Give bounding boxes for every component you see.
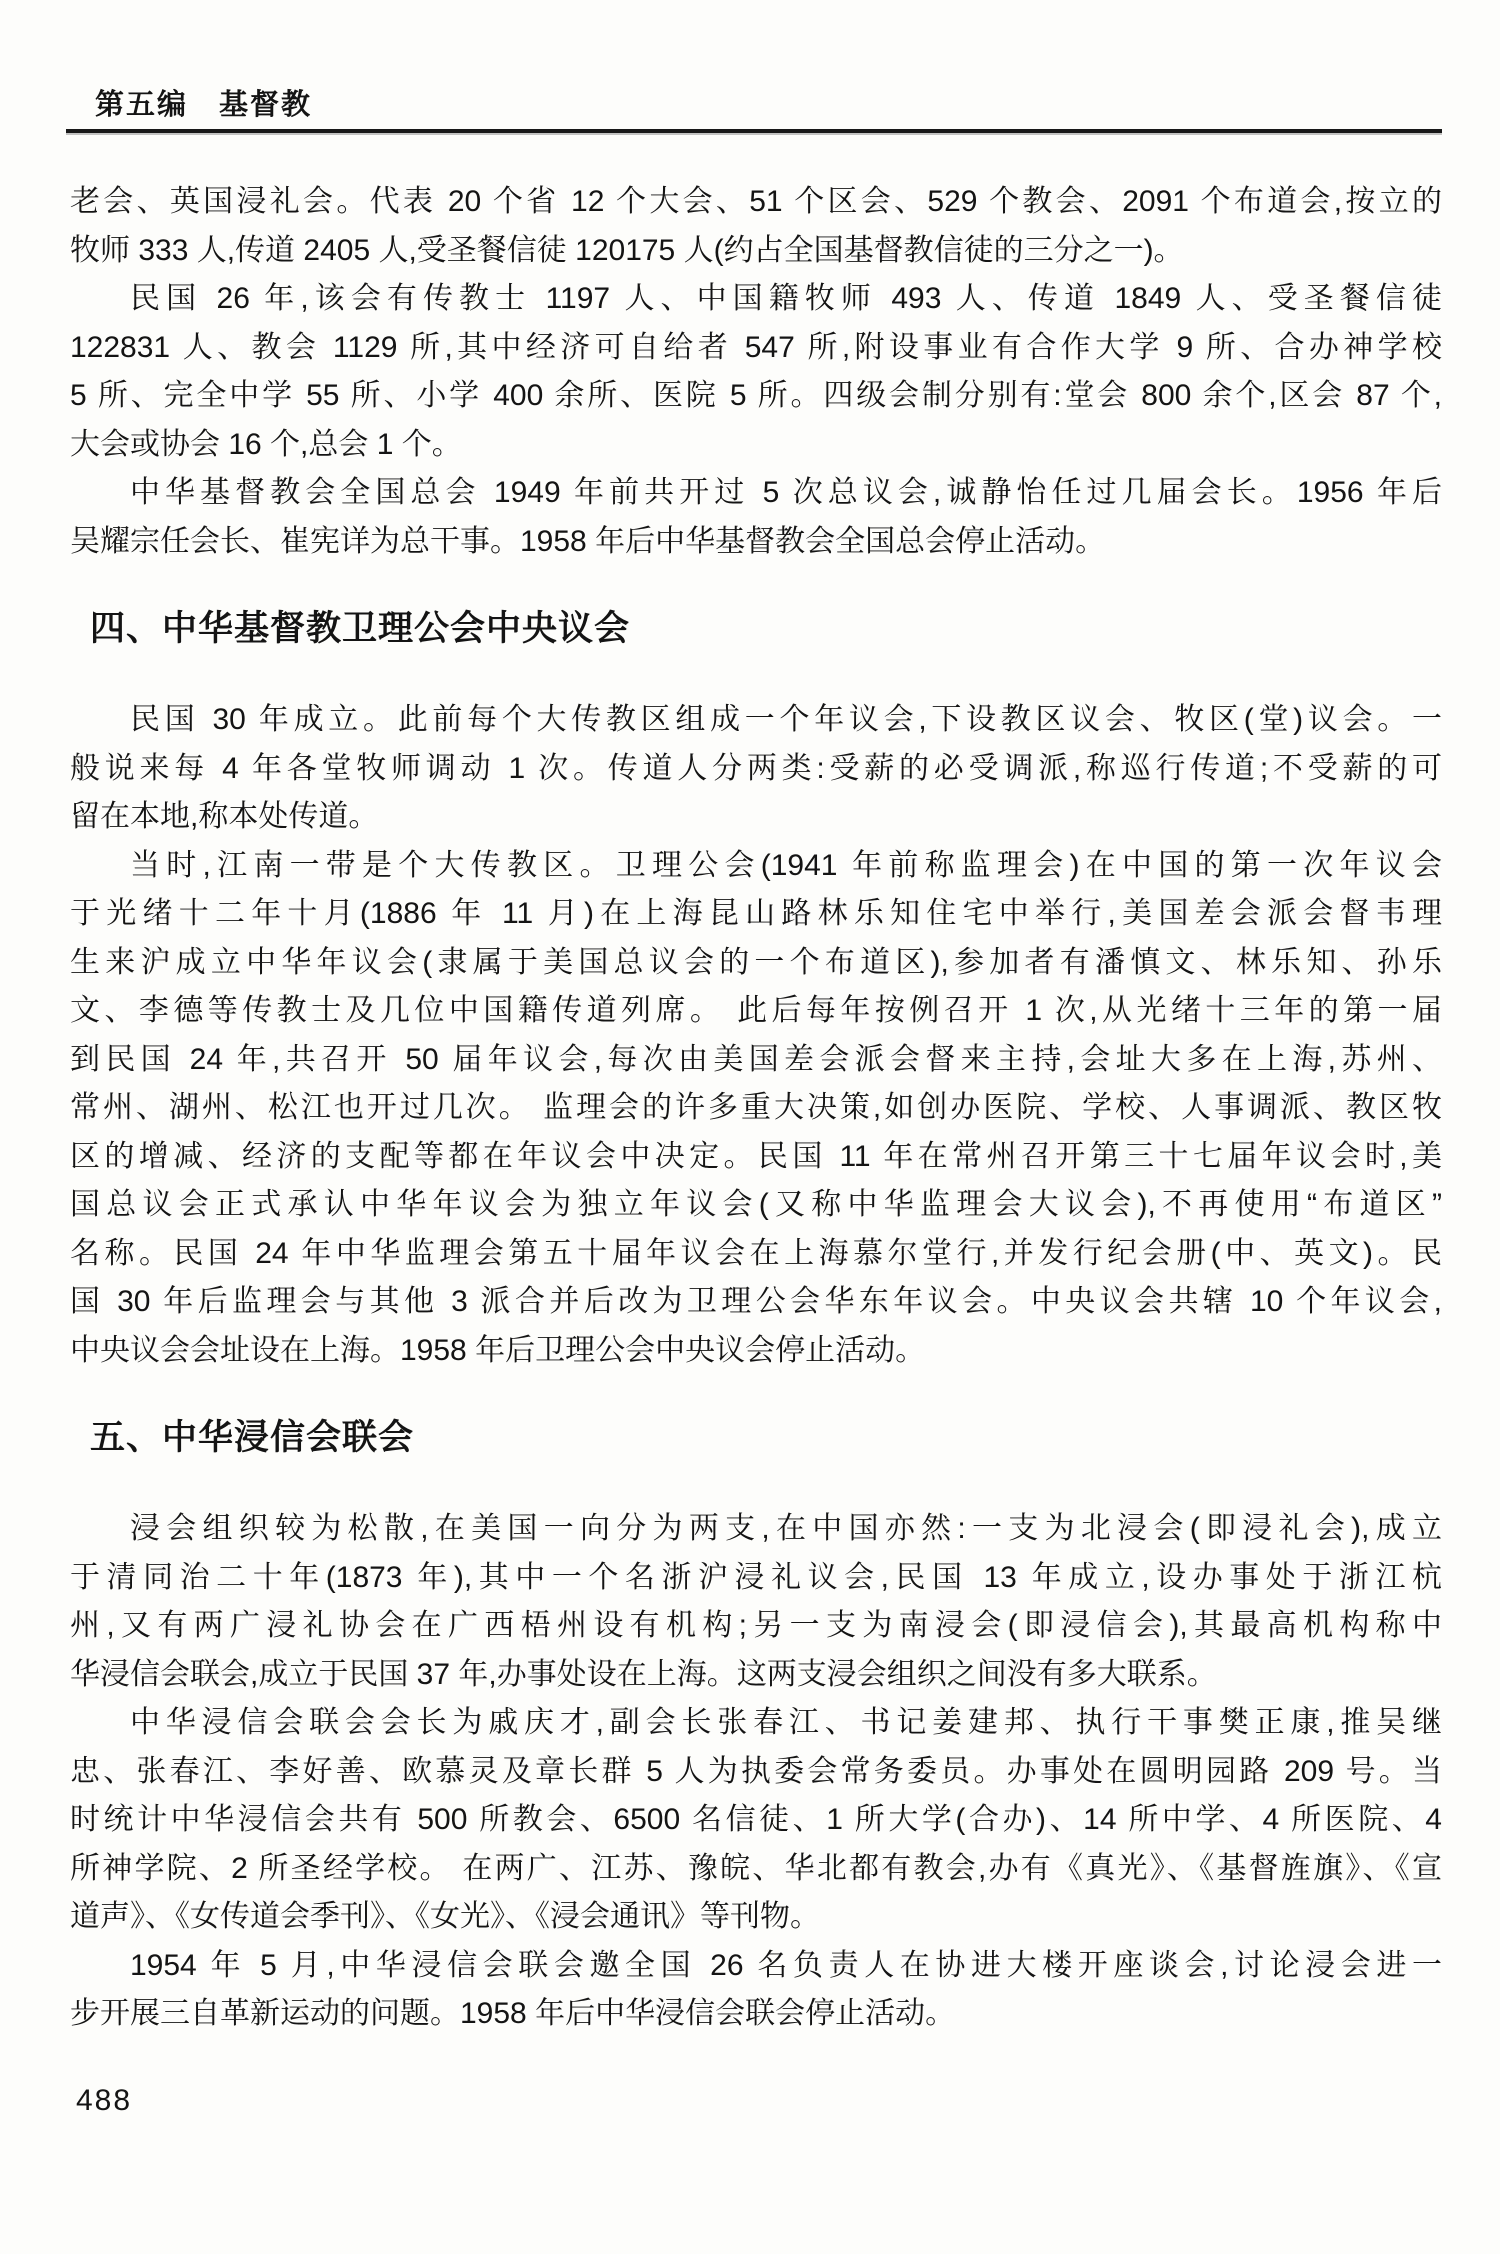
text-line: 步开展三自革新运动的问题。1958 年后中华浸信会联会停止活动。 bbox=[70, 1997, 956, 2030]
paragraph bbox=[70, 1699, 1442, 1942]
paragraph bbox=[70, 1505, 1442, 1699]
paragraph bbox=[70, 275, 1442, 469]
text-line: 名称。民国 24 年中华监理会第五十届年议会在上海慕尔堂行,并发行纪会册(中、英文)。民 bbox=[70, 1236, 1442, 1270]
page-body bbox=[70, 178, 1442, 2039]
page-number: 488 bbox=[76, 2084, 133, 2117]
text-line: 国 30 年后监理会与其他 3 派合并后改为卫理公会华东年议会。中央议会共辖 10 个年议会, bbox=[70, 1285, 1442, 1318]
text-line: 时统计中华浸信会共有 500 所教会、6500 名信徒、1 所大学(合办)、14 所中学、4 所医院、4 bbox=[70, 1803, 1442, 1836]
text-line: 所神学院、2 所圣经学校。 在两广、江苏、豫皖、华北都有教会,办有《真光》、《基督旌旗》、《宣 bbox=[70, 1851, 1442, 1885]
paragraph bbox=[70, 1942, 1442, 2039]
text-line: 于清同治二十年(1873 年),其中一个名浙沪浸礼议会,民国 13 年成立,设办事处于浙江杭 bbox=[70, 1560, 1442, 1594]
text-line: 常州、湖州、松江也开过几次。 监理会的许多重大决策,如创办医院、学校、人事调派、教区牧 bbox=[70, 1091, 1442, 1124]
text-line: 牧师 333 人,传道 2405 人,受圣餐信徒 120175 人(约占全国基督教信徒的三分之一)。 bbox=[70, 233, 1184, 267]
text-line: 文、李德等传教士及几位中国籍传道列席。 此后每年按例召开 1 次,从光绪十三年的第一届 bbox=[70, 994, 1442, 1027]
text-line: 般说来每 4 年各堂牧师调动 1 次。传道人分两类:受薪的必受调派,称巡行传道;不受薪的可 bbox=[70, 751, 1442, 785]
text-line: 中华基督教会全国总会 1949 年前共开过 5 次总议会,诚静怡任过几届会长。1956 年后 bbox=[130, 476, 1442, 509]
paragraph bbox=[70, 696, 1442, 842]
paragraph bbox=[70, 842, 1442, 1376]
text-line: 忠、张春江、李好善、欧慕灵及章长群 5 人为执委会常务委员。办事处在圆明园路 209 号。当 bbox=[70, 1754, 1442, 1788]
text-line: 吴耀宗任会长、崔宪详为总干事。1958 年后中华基督教会全国总会停止活动。 bbox=[70, 524, 1106, 558]
text-line: 民国 30 年成立。此前每个大传教区组成一个年议会,下设教区议会、牧区(堂)议会。一 bbox=[130, 703, 1442, 736]
text-line: 道声》、《女传道会季刊》、《女光》、《浸会通讯》等刊物。 bbox=[70, 1900, 820, 1933]
text-line: 留在本地,称本处传道。 bbox=[70, 800, 379, 833]
text-line: 中央议会会址设在上海。1958 年后卫理公会中央议会停止活动。 bbox=[70, 1333, 926, 1367]
section-heading: 四、中华基督教卫理公会中央议会 bbox=[90, 609, 631, 648]
paragraph bbox=[70, 469, 1442, 566]
text-line: 民国 26 年,该会有传教士 1197 人、中国籍牧师 493 人、传道 1849 人、受圣餐信徒 bbox=[130, 282, 1442, 315]
section-heading: 五、中华浸信会联会 bbox=[90, 1418, 415, 1457]
text-line: 1954 年 5 月,中华浸信会联会邀全国 26 名负责人在协进大楼开座谈会,讨论浸会进一 bbox=[130, 1948, 1442, 1982]
text-line: 到民国 24 年,共召开 50 届年议会,每次由美国差会派会督来主持,会址大多在上海,苏州、 bbox=[70, 1042, 1442, 1076]
text-line: 当时,江南一带是个大传教区。卫理公会(1941 年前称监理会)在中国的第一次年议会 bbox=[130, 848, 1442, 882]
text-line: 5 所、完全中学 55 所、小学 400 余所、医院 5 所。四级会制分别有:堂会 800 余个,区会 87 个, bbox=[70, 379, 1442, 412]
text-line: 122831 人、教会 1129 所,其中经济可自给者 547 所,附设事业有合作大学 9 所、合办神学校 bbox=[70, 330, 1442, 364]
paragraph bbox=[70, 178, 1442, 275]
text-line: 区的增减、经济的支配等都在年议会中决定。民国 11 年在常州召开第三十七届年议会时,美 bbox=[70, 1139, 1442, 1173]
text-line: 州,又有两广浸礼协会在广西梧州设有机构;另一支为南浸会(即浸信会),其最高机构称中 bbox=[70, 1609, 1442, 1642]
text-line: 浸会组织较为松散,在美国一向分为两支,在中国亦然:一支为北浸会(即浸礼会),成立 bbox=[130, 1512, 1442, 1545]
text-line: 于光绪十二年十月(1886 年 11 月)在上海昆山路林乐知住宅中举行,美国差会派会督韦理 bbox=[70, 897, 1442, 930]
text-line: 大会或协会 16 个,总会 1 个。 bbox=[70, 427, 462, 461]
header-rule bbox=[66, 129, 1442, 133]
text-line: 中华浸信会联会会长为戚庆才,副会长张春江、书记姜建邦、执行干事樊正康,推吴继 bbox=[130, 1706, 1442, 1739]
text-line: 华浸信会联会,成立于民国 37 年,办事处设在上海。这两支浸会组织之间没有多大联系。 bbox=[70, 1657, 1217, 1691]
running-title: 第五编 基督教 bbox=[95, 89, 313, 121]
text-line: 生来沪成立中华年议会(隶属于美国总议会的一个布道区),参加者有潘慎文、林乐知、孙乐 bbox=[70, 945, 1442, 979]
text-line: 老会、英国浸礼会。代表 20 个省 12 个大会、51 个区会、529 个教会、2091 个布道会,按立的 bbox=[70, 185, 1442, 218]
text-line: 国总议会正式承认中华年议会为独立年议会(又称中华监理会大议会),不再使用“布道区” bbox=[70, 1188, 1442, 1221]
